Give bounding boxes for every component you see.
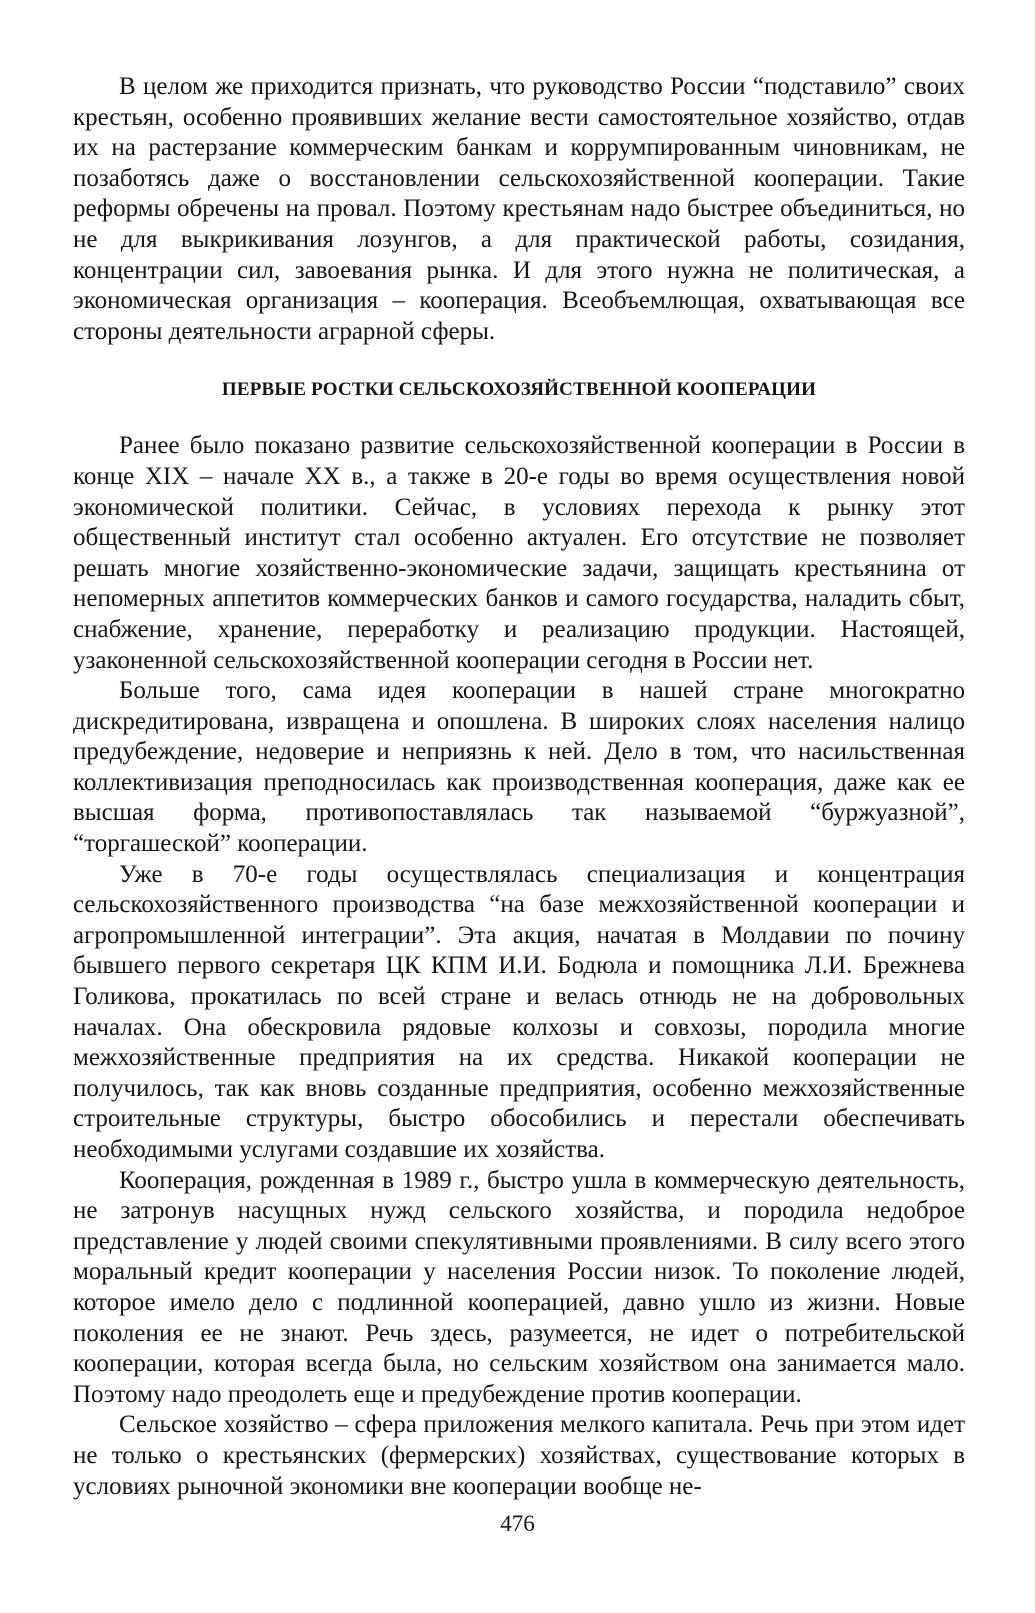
document-page bbox=[73, 72, 965, 1502]
paragraph-3: Уже в 70-е годы осуществлялась специализация и концентрация сельскохозяйственного производства “на базе межхозяйственной кооперации и агропромышленной интеграции”. Эта акция, начатая в Молдавии по почину бывшего первого секретаря ЦК КПМ И.И. Бодюла и помощника Л.И. Брежнева Голикова, прокатилась по всей стране и велась отнюдь не на добровольных началах. Она обескровила рядовые колхозы и совхозы, породила многие межхозяйственные предприятия на их средства. Никакой кооперации не получилось, так как вновь созданные предприятия, особенно межхозяйственные строительные структуры, быстро обособились и перестали обеспечивать необходимыми услугами создавшие их хозяйства. bbox=[73, 860, 965, 1163]
paragraph-2: Больше того, сама идея кооперации в нашей стране многократно дискредитирована, извращена и опошлена. В широких слоях населения налицо предубеждение, недоверие и неприязнь к ней. Дело в том, что насильственная коллективизация преподносилась как производственная кооперация, даже как ее высшая форма, противопоставлялась так называемой “буржуазной”, “торгашеской” кооперации. bbox=[73, 677, 965, 858]
paragraph-intro: В целом же приходится признать, что руководство России “подставило” своих крестьян, особенно проявивших желание вести самостоятельное хозяйство, отдав их на растерзание коммерческим банкам и коррумпированным чиновникам, не позаботясь даже о восстановлении сельскохозяйственной кооперации. Такие реформы обречены на провал. Поэтому крестьянам надо быстрее объединиться, но не для выкрикивания лозунгов, а для практической работы, созидания, концентрации сил, завоевания рынка. И для этого нужна не политическая, а экономическая организация – кооперация. Всеобъемлющая, охватывающая все стороны деятельности аграрной сферы. bbox=[73, 73, 965, 345]
page-number: 476 bbox=[500, 1511, 535, 1536]
paragraph-5: Сельское хозяйство – сфера приложения мелкого капитала. Речь при этом идет не только о крестьянских (фермерских) хозяйствах, существование которых в условиях рыночной экономики вне кооперации вообще не- bbox=[73, 1411, 965, 1500]
section-heading: ПЕРВЫЕ РОСТКИ СЕЛЬСКОХОЗЯЙСТВЕННОЙ КООПЕРАЦИИ bbox=[221, 379, 817, 401]
paragraph-1: Ранее было показано развитие сельскохозяйственной кооперации в России в конце XIX – начале XX в., а также в 20-е годы во время осуществления новой экономической политики. Сейчас, в условиях перехода к рынку этот общественный институт стал особенно актуален. Его отсутствие не позволяет решать многие хозяйственно-экономические задачи, защищать крестьянина от непомерных аппетитов коммерческих банков и самого государства, наладить сбыт, снабжение, хранение, переработку и реализацию продукции. Настоящей, узаконенной сельскохозяйственной кооперации сегодня в России нет. bbox=[73, 432, 965, 674]
paragraph-4: Кооперация, рожденная в 1989 г., быстро ушла в коммерческую деятельность, не затронув насущных нужд сельского хозяйства, и породила недоброе представление у людей своими спекулятивными проявлениями. В силу всего этого моральный кредит кооперации у населения России низок. То поколение людей, которое имело дело с подлинной кооперацией, давно ушло из жизни. Новые поколения ее не знают. Речь здесь, разумеется, не идет о потребительской кооперации, которая всегда была, но сельским хозяйством она занимается мало. Поэтому надо преодолеть еще и предубеждение против кооперации. bbox=[73, 1166, 965, 1408]
